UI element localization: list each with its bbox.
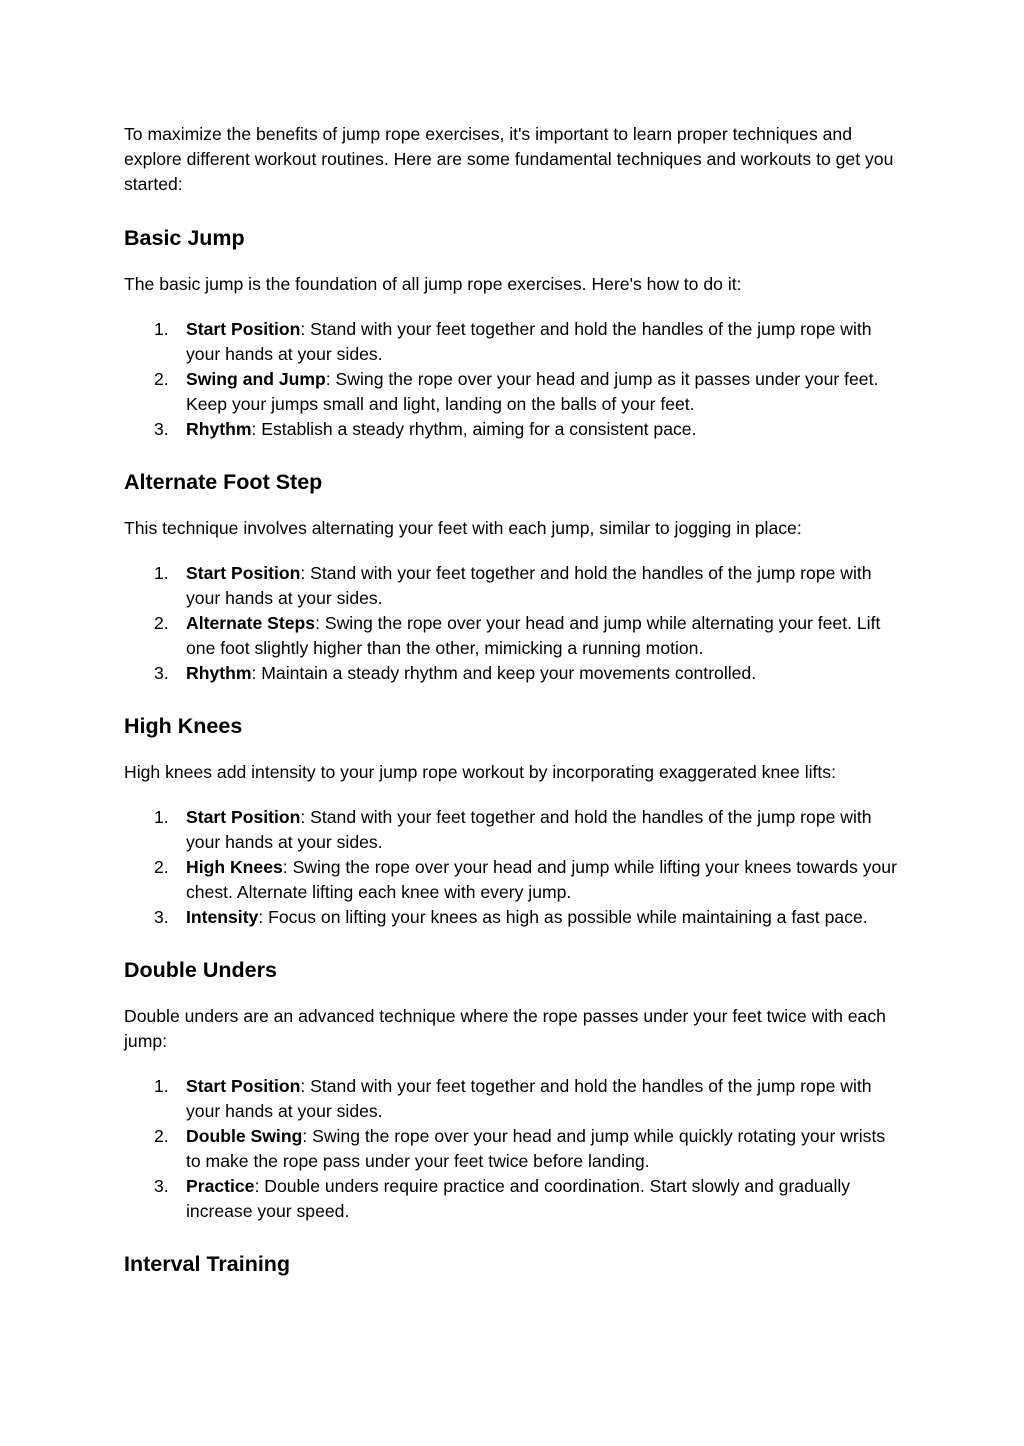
section-heading: Double Unders: [124, 958, 277, 982]
section-heading: Basic Jump: [124, 226, 245, 250]
step-text: : Stand with your feet together and hold the handles of the jump rope with your hands at your sides.: [186, 563, 872, 608]
list-item: [124, 855, 904, 905]
step-text: : Swing the rope over your head and jump while alternating your feet. Lift one foot slightly higher than the other, mimicking a running motion.: [186, 613, 881, 658]
section-heading: Alternate Foot Step: [124, 470, 323, 494]
section-lead: High knees add intensity to your jump rope workout by incorporating exaggerated knee lifts:: [124, 762, 836, 782]
step-term: Intensity: [186, 907, 259, 927]
list-number: 1.: [154, 319, 169, 339]
list-item: [124, 1074, 904, 1124]
list-number: 2.: [154, 613, 169, 633]
steps-list: [124, 561, 904, 686]
list-number: 2.: [154, 1126, 169, 1146]
list-number: 3.: [154, 663, 169, 683]
document-page: [124, 122, 904, 1298]
list-item: [124, 661, 904, 686]
list-item: [124, 561, 904, 611]
list-item: [124, 1174, 904, 1224]
step-term: Start Position: [186, 807, 301, 827]
step-text: : Double unders require practice and coordination. Start slowly and gradually increase your speed.: [186, 1176, 851, 1221]
step-term: Start Position: [186, 563, 301, 583]
list-number: 2.: [154, 857, 169, 877]
step-term: Practice: [186, 1176, 255, 1196]
list-item: [124, 317, 904, 367]
list-number: 3.: [154, 1176, 169, 1196]
steps-list: [124, 317, 904, 442]
list-number: 3.: [154, 419, 169, 439]
step-term: Rhythm: [186, 663, 252, 683]
step-term: Swing and Jump: [186, 369, 326, 389]
list-number: 3.: [154, 907, 169, 927]
section-double-unders: [124, 954, 904, 1224]
step-term: Double Swing: [186, 1126, 303, 1146]
section-lead: Double unders are an advanced technique where the rope passes under your feet twice with each jump:: [124, 1006, 886, 1051]
step-text: : Stand with your feet together and hold the handles of the jump rope with your hands at your sides.: [186, 319, 872, 364]
list-number: 1.: [154, 563, 169, 583]
list-item: [124, 367, 904, 417]
step-text: : Stand with your feet together and hold the handles of the jump rope with your hands at your sides.: [186, 807, 872, 852]
step-text: : Maintain a steady rhythm and keep your movements controlled.: [251, 663, 757, 683]
step-term: Alternate Steps: [186, 613, 316, 633]
steps-list: [124, 805, 904, 930]
step-text: : Stand with your feet together and hold the handles of the jump rope with your hands at your sides.: [186, 1076, 872, 1121]
list-number: 1.: [154, 1076, 169, 1096]
step-text: : Swing the rope over your head and jump as it passes under your feet. Keep your jumps small and light, landing on the balls of your feet.: [186, 369, 879, 414]
step-text: : Establish a steady rhythm, aiming for a consistent pace.: [251, 419, 697, 439]
step-text: : Swing the rope over your head and jump while lifting your knees towards your chest. Alternate lifting each knee with every jump.: [186, 857, 897, 902]
steps-list: [124, 1074, 904, 1224]
list-number: 2.: [154, 369, 169, 389]
list-item: [124, 417, 904, 442]
section-lead: This technique involves alternating your feet with each jump, similar to jogging in place:: [124, 518, 802, 538]
section-basic-jump: [124, 222, 904, 442]
list-item: [124, 805, 904, 855]
section-heading: Interval Training: [124, 1252, 291, 1276]
step-term: Start Position: [186, 319, 301, 339]
section-lead: The basic jump is the foundation of all jump rope exercises. Here's how to do it:: [124, 274, 742, 294]
step-text: : Swing the rope over your head and jump while quickly rotating your wrists to make the rope pass under your feet twice before landing.: [186, 1126, 886, 1171]
list-number: 1.: [154, 807, 169, 827]
step-term: Rhythm: [186, 419, 252, 439]
section-heading: High Knees: [124, 714, 243, 738]
list-item: [124, 1124, 904, 1174]
step-term: High Knees: [186, 857, 283, 877]
step-text: : Focus on lifting your knees as high as possible while maintaining a fast pace.: [258, 907, 868, 927]
list-item: [124, 611, 904, 661]
section-alternate-foot-step: [124, 466, 904, 686]
list-item: [124, 905, 904, 930]
section-high-knees: [124, 710, 904, 930]
intro-paragraph: To maximize the benefits of jump rope exercises, it's important to learn proper techniques and explore different workout routines. Here are some fundamental techniques and workouts to get you started:: [124, 124, 894, 194]
section-interval-training: [124, 1248, 904, 1278]
step-term: Start Position: [186, 1076, 301, 1096]
